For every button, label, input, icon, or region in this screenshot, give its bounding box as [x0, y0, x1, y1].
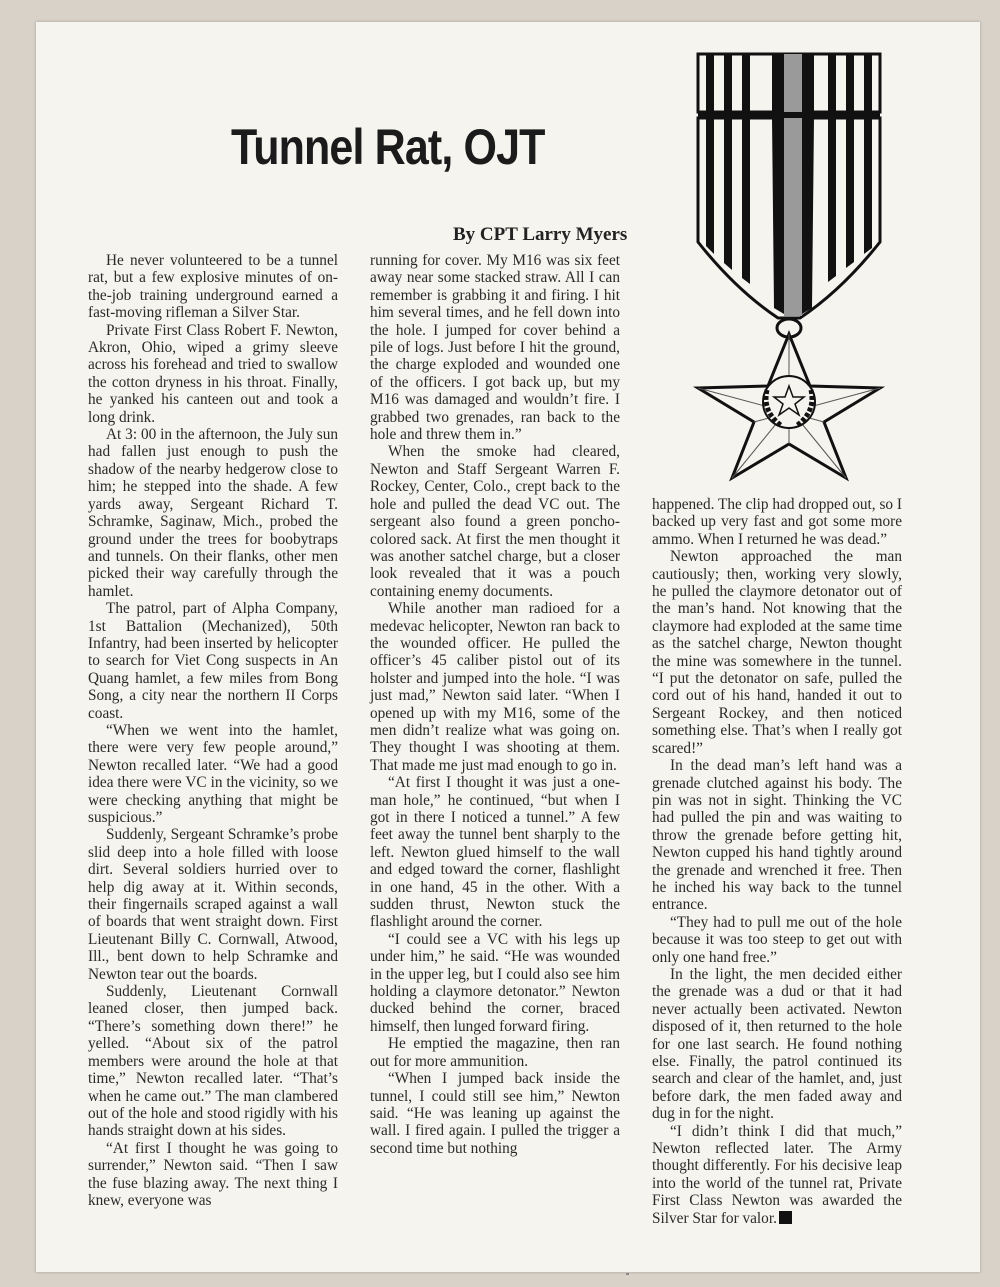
paragraph: “They had to pull me out of the hole because it was too steep to get out with only one hand free.” [652, 913, 902, 966]
paragraph: While another man radioed for a medevac helicopter, Newton ran back to the wounded officer. He pulled the officer’s 45 caliber pistol out of its holster and jumped into the hole. “I was just mad,” Newton said later. “When I opened up with my M16, some of the men didn’t realize what was going on. They thought I was shooting at them. That made me just mad enough to go in. [370, 600, 620, 774]
paragraph: running for cover. My M16 was six feet away near some stacked straw. All I can remember is grabbing it and firing. I hit him several times, and he fell down into the hole. I jumped for cover behind a pile of logs. Just before I hit the ground, the charge exploded and wounded one of the officers. I got back up, but my M16 was damaged and wouldn’t fire. I grabbed two grenades, ran back to the hole and threw them in.” [370, 252, 620, 444]
article-column-2 [370, 252, 620, 1157]
paragraph: In the dead man’s left hand was a grenade clutched against his body. The pin was not in sight. Thinking the VC had pulled the pin and was waiting to throw the grenade before getting hit, Newton cupped his hand tightly around the grenade and wrenched it free. Then he inched his way back to the tunnel entrance. [652, 757, 902, 914]
paragraph: “At first I thought it was just a one-man hole,” he continued, “but when I got in there I noticed a tunnel.” A few feet away the tunnel bent sharply to the left. Newton glued himself to the wall and edged toward the corner, flashlight in one hand, 45 in the other. With a sudden thrust, Newton stuck the flashlight around the corner. [370, 774, 620, 931]
paragraph: At 3: 00 in the afternoon, the July sun had fallen just enough to push the shadow of the nearby hedgerow close to him; he stepped into the shade. A few yards away, Sergeant Richard T. Schramke, Saginaw, Mich., probed the ground under the trees for boobytraps and tunnels. On their flanks, other men picked their way carefully through the hamlet. [88, 426, 338, 600]
paragraph: Suddenly, Lieutenant Cornwall leaned closer, then jumped back. “There’s something down there!” he yelled. “About six of the patrol members were around the hole at that time,” Newton recalled later. “That’s when he came out.” The man clambered out of the hole and stood rigidly with his hands straight down at his sides. [88, 983, 338, 1140]
paragraph: “I could see a VC with his legs up under him,” he said. “He was wounded in the upper leg, but I could also see him holding a claymore detonator.” Newton ducked behind the corner, braced himself, then lunged forward firing. [370, 930, 620, 1035]
article-column-1 [88, 252, 338, 1209]
paragraph: “When we went into the hamlet, there were very few people around,” Newton recalled later. “We had a good idea there were VC in the vicinity, so we were checking anything that might be suspicious.” [88, 721, 338, 826]
paragraph-text: “I didn’t think I did that much,” Newton reflected later. The Army thought differently. For his decisive leap into the world of the tunnel rat, Private First Class Newton was awarded the Silver Star for valor. [652, 1122, 902, 1227]
paragraph: In the light, the men decided either the grenade was a dud or that it had never actually been activated. Newton disposed of it, then returned to the hole for one last search. He found nothing else. Finally, the patrol continued its search and clear of the hamlet, and, just before dark, the men faded away and dug in for the night. [652, 965, 902, 1123]
ribbon-bar [698, 54, 880, 112]
star-pendant [698, 334, 880, 478]
paragraph: When the smoke had cleared, Newton and Staff Sergeant Warren F. Rockey, Center, Colo., crept back to the hole and pulled the dead VC out. The sergeant also found a green poncho-colored sack. At first the men thought it was another satchel charge, but a closer look revealed that it was a pouch containing enemy documents. [370, 443, 620, 600]
article-byline: By CPT Larry Myers [453, 224, 628, 245]
ribbon-drape [698, 118, 880, 318]
silver-star-medal-icon [692, 50, 892, 482]
paragraph: “At first I thought he was going to surrender,” Newton said. “Then I saw the fuse blazing away. The next thing I knew, everyone was [88, 1139, 338, 1209]
paragraph: The patrol, part of Alpha Company, 1st Battalion (Mechanized), 50th Infantry, had been inserted by helicopter to search for Viet Cong suspects in An Quang hamlet, a few miles from Bong Song, a city near the northern II Corps coast. [88, 600, 338, 722]
page-speck [626, 1273, 629, 1275]
paragraph: He emptied the magazine, then ran out for more ammunition. [370, 1035, 620, 1070]
paragraph: Private First Class Robert F. Newton, Akron, Ohio, wiped a grimy sleeve across his forehead and tried to swallow the cotton dryness in his throat. Finally, he yanked his canteen out and took a long drink. [88, 321, 338, 426]
article-column-3 [652, 496, 902, 1227]
end-mark-icon [779, 1211, 792, 1224]
paragraph: Newton approached the man cautiously; then, working very slowly, he pulled the claymore detonator out of the man’s hand. Not knowing that the claymore had exploded at the same time as the satchel charge, Newton thought the mine was somewhere in the tunnel. “I put the detonator on safe, pulled the cord out of his hand, handed it out to Sergeant Rockey, and then noticed something else. That’s when I really got scared!” [652, 548, 902, 757]
paragraph: “When I jumped back inside the tunnel, I could still see him,” Newton said. “He was leaning up against the wall. I fired again. I pulled the trigger a second time but nothing [370, 1070, 620, 1157]
article-title: Tunnel Rat, OJT [231, 119, 545, 175]
paragraph: Suddenly, Sergeant Schramke’s probe slid deep into a hole filled with loose dirt. Several soldiers hurried over to help dig away at it. Within seconds, their fingernails scraped against a wall of boards that went straight down. First Lieutenant Billy C. Cornwall, Atwood, Ill., bent down to help Schramke and Newton tear out the boards. [88, 826, 338, 983]
paragraph: He never volunteered to be a tunnel rat, but a few explosive minutes of on-the-job training underground earned a fast-moving rifleman a Silver Star. [88, 252, 338, 322]
paragraph: happened. The clip had dropped out, so I backed up very fast and got some more ammo. When I returned he was dead.” [652, 496, 902, 548]
paragraph [652, 1123, 902, 1227]
